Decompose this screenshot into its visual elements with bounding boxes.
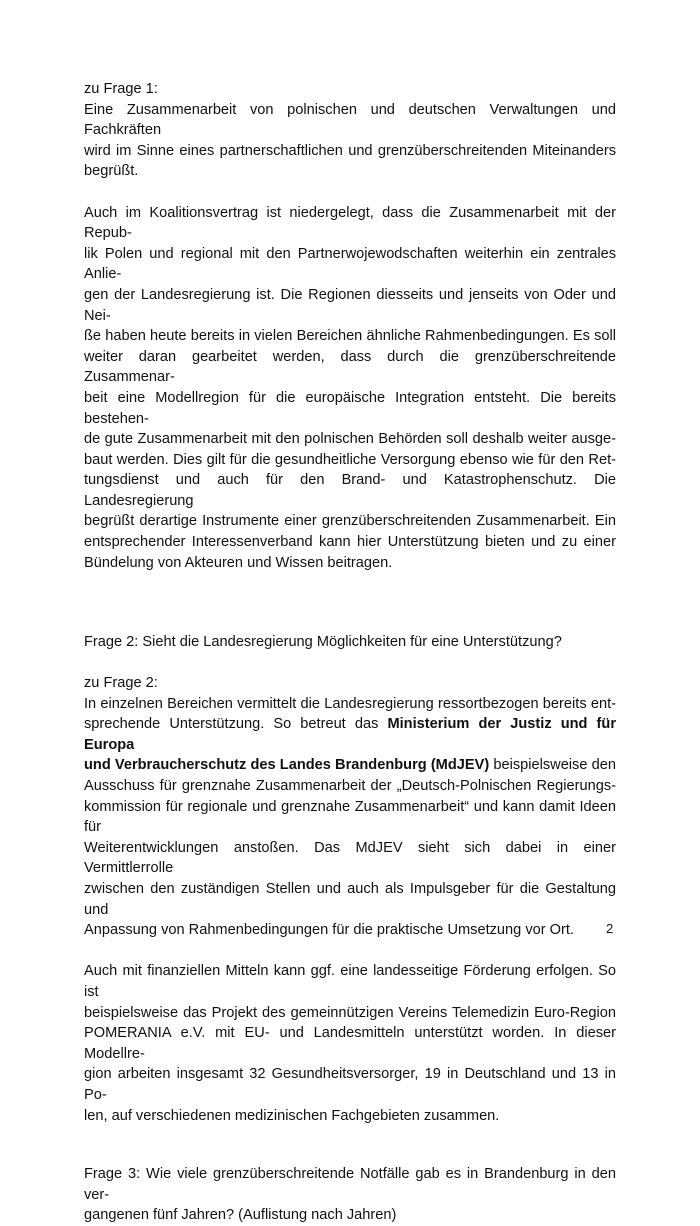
document-body xyxy=(84,79,616,1226)
page-number: 2 xyxy=(606,921,614,936)
ministry-name-part1: Ministerium der Justiz und für Europa xyxy=(84,716,617,753)
paragraph-line: gen der Landesregierung ist. Die Regionen diesseits und jenseits von Oder und Nei- xyxy=(84,286,616,324)
paragraph-spacer xyxy=(84,1126,616,1164)
paragraph-spacer xyxy=(84,941,616,962)
paragraph-spacer xyxy=(84,573,616,611)
paragraph-line: Auch im Koalitionsvertrag ist niedergelegt, dass die Zusammenarbeit mit der Repub- xyxy=(84,204,616,242)
question-3-line: Frage 3: Wie viele grenzüberschreitende Notfälle gab es in Brandenburg in den ver- xyxy=(84,1166,616,1203)
paragraph-spacer xyxy=(84,652,616,673)
paragraph-spacer xyxy=(84,611,616,632)
paragraph-line: Bündelung von Akteuren und Wissen beitragen. xyxy=(84,554,393,571)
answer-1-line: begrüßt. xyxy=(84,163,139,180)
paragraph-line: Auch mit finanziellen Mitteln kann ggf. eine landesseitige Förderung erfolgen. So ist xyxy=(84,963,616,1000)
answer-2-heading: zu Frage 2: xyxy=(84,675,158,692)
answer-1-line: Eine Zusammenarbeit von polnischen und deutschen Verwaltungen und Fachkräften xyxy=(84,101,616,139)
paragraph-line: de gute Zusammenarbeit mit den polnischen Behörden soll deshalb weiter ausge- xyxy=(84,431,616,448)
paragraph-line: len, auf verschiedenen medizinischen Fachgebieten zusammen. xyxy=(84,1107,500,1124)
coalition-paragraph xyxy=(84,203,616,574)
paragraph-line: begrüßt derartige Instrumente einer grenzüberschreitenden Zusammenarbeit. Ein xyxy=(84,513,616,530)
paragraph-spacer xyxy=(84,182,616,203)
paragraph-line: baut werden. Dies gilt für die gesundheitliche Versorgung ebenso wie für den Ret- xyxy=(84,451,616,468)
paragraph-line: entsprechender Interessenverband kann hier Unterstützung bieten und zu einer xyxy=(84,534,616,551)
answer-1-line: wird im Sinne eines partnerschaftlichen und grenzüberschreitenden Miteinanders xyxy=(84,142,616,159)
funding-paragraph xyxy=(84,961,616,1126)
answer-2-line: In einzelnen Bereichen vermittelt die Landesregierung ressortbezogen bereits ent- xyxy=(84,695,616,712)
answer-1-section xyxy=(84,79,616,182)
answer-2-line xyxy=(84,755,616,776)
answer-2-line: kommission für regionale und grenznahe Zusammenarbeit“ und kann damit Ideen für xyxy=(84,798,616,836)
answer-1-heading: zu Frage 1: xyxy=(84,81,158,97)
paragraph-line: ße haben heute bereits in vielen Bereichen ähnliche Rahmenbedingungen. Es soll xyxy=(84,328,616,345)
answer-2-line: Weiterentwicklungen anstoßen. Das MdJEV sieht sich dabei in einer Vermittlerrolle xyxy=(84,839,616,877)
question-2: Frage 2: Sieht die Landesregierung Möglichkeiten für eine Unterstützung? xyxy=(84,633,562,650)
paragraph-line: beispielsweise das Projekt des gemeinnützigen Vereins Telemedizin Euro-Region xyxy=(84,1004,616,1021)
answer-2-text: sprechende Unterstützung. So betreut das xyxy=(84,716,388,733)
paragraph-line: POMERANIA e.V. mit EU- und Landesmitteln unterstützt worden. In dieser Modellre- xyxy=(84,1025,616,1062)
question-3 xyxy=(84,1164,616,1226)
answer-2-text: beispielsweise den xyxy=(489,757,616,774)
answer-2-line xyxy=(84,714,616,755)
answer-2-line: zwischen den zuständigen Stellen und auch als Impulsgeber für die Gestaltung und xyxy=(84,880,616,918)
answer-2-line: Ausschuss für grenznahe Zusammenarbeit der „Deutsch-Polnischen Regierungs- xyxy=(84,778,616,794)
paragraph-line: tungsdienst und auch für den Brand- und Katastrophenschutz. Die Landesregierung xyxy=(84,472,616,509)
paragraph-line: gion arbeiten insgesamt 32 Gesundheitsversorger, 19 in Deutschland und 13 in Po- xyxy=(84,1066,616,1103)
ministry-name-part2: und Verbraucherschutz des Landes Brandenburg (MdJEV) xyxy=(84,757,490,774)
answer-2-line: Anpassung von Rahmenbedingungen für die praktische Umsetzung vor Ort. xyxy=(84,922,574,939)
paragraph-line: lik Polen und regional mit den Partnerwojewodschaften weiterhin ein zentrales Anlie- xyxy=(84,245,616,283)
question-3-line: gangenen fünf Jahren? (Auflistung nach Jahren) xyxy=(84,1207,397,1224)
paragraph-line: beit eine Modellregion für die europäische Integration entsteht. Die bereits bestehen- xyxy=(84,389,616,427)
answer-2-section xyxy=(84,673,616,941)
paragraph-line: weiter daran gearbeitet werden, dass durch die grenzüberschreitende Zusammenar- xyxy=(84,348,616,386)
